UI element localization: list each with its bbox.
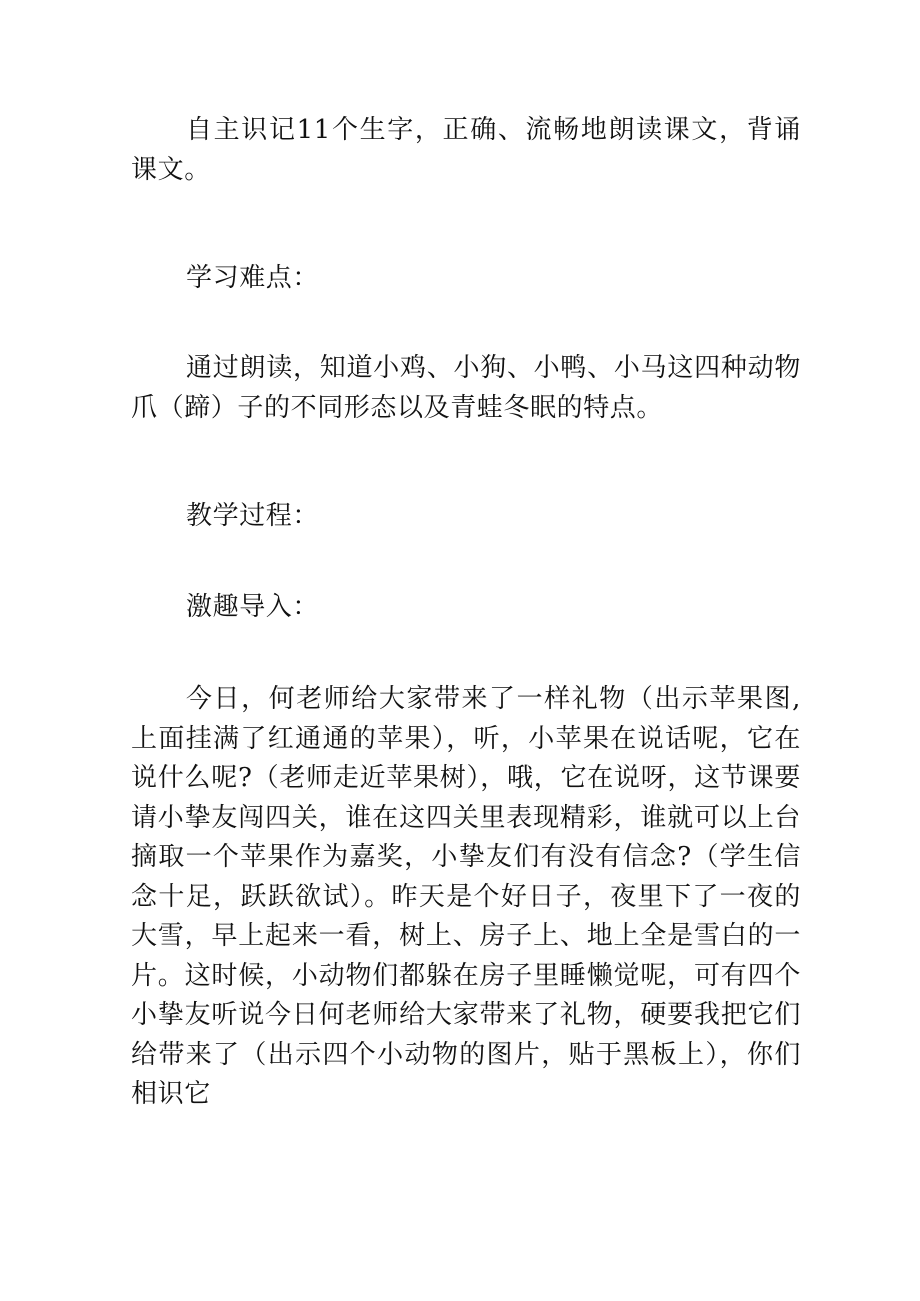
heading-teaching-process: 教学过程： [186, 501, 320, 531]
paragraph-learning-difficulty: 通过朗读，知道小鸡、小狗、小鸭、小马这四种动物爪（蹄）子的不同形态以及青蛙冬眠的特点。 [131, 353, 801, 423]
heading-learning-difficulty: 学习难点： [186, 263, 320, 293]
paragraph-learning-goal: 自主识记11个生字，正确、流畅地朗读课文，背诵课文。 [131, 115, 801, 185]
paragraph-introduction-body: 今日，何老师给大家带来了一样礼物（出示苹果图,上面挂满了红通通的苹果），听，小苹果在说话呢，它在说什么呢?（老师走近苹果树），哦，它在说呀，这节课要请小挚友闯四关，谁在这四关里表现精彩，谁就可以上台摘取一个苹果作为嘉奖，小挚友们有没有信念?（学生信念十足，跃跃欲试）。昨天是个好日子，夜里下了一夜的大雪，早上起来一看，树上、房子上、地上全是雪白的一片。这时候，小动物们都躲在房子里睡懒觉呢，可有四个小挚友听说今日何老师给大家带来了礼物，硬要我把它们给带来了（出示四个小动物的图片，贴于黑板上），你们相识它 [131, 684, 801, 1109]
heading-introduction: 激趣导入： [186, 592, 320, 622]
